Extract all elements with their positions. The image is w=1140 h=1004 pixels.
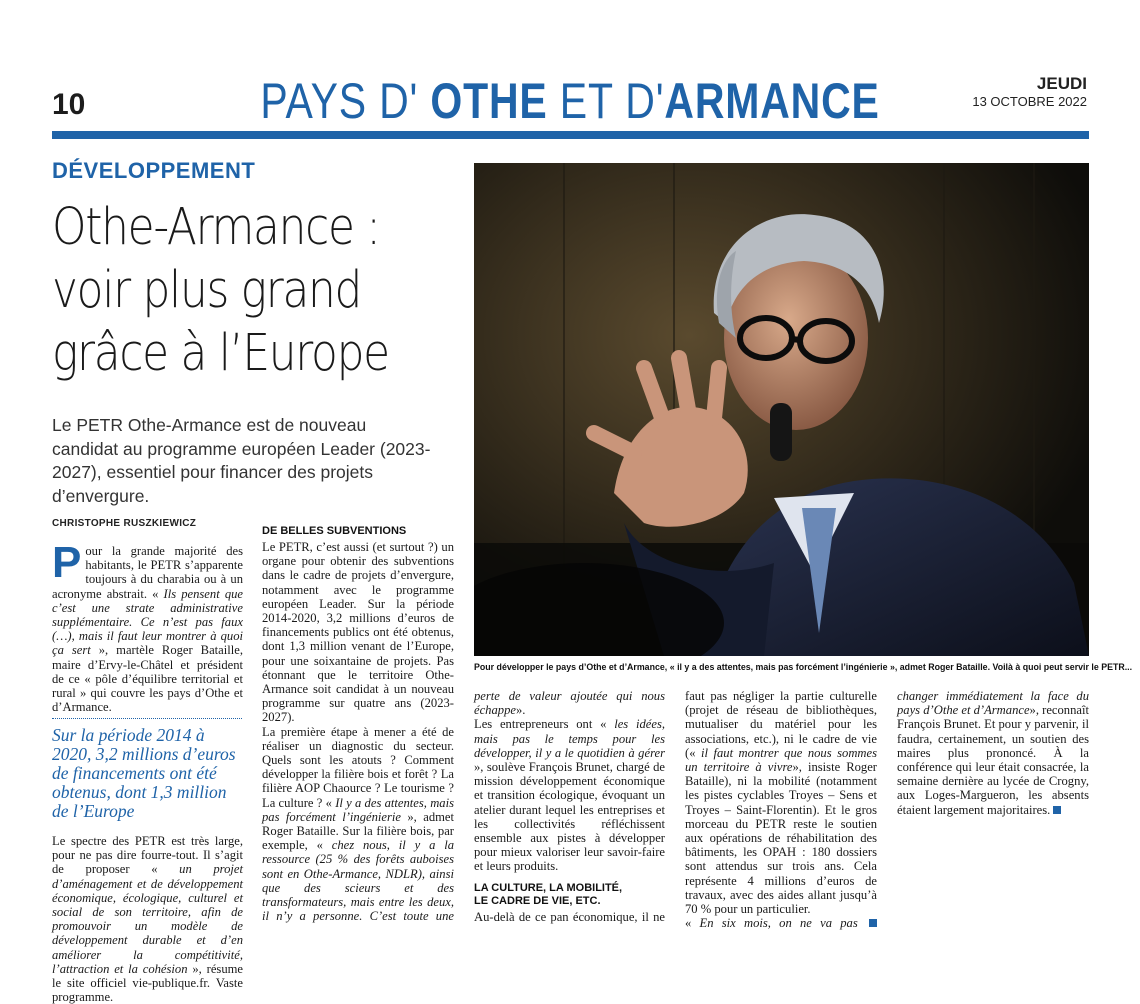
- drop-cap: P: [52, 538, 82, 587]
- p1-text-c: », martèle Roger Bataille, maire d’Ervy-le-Châtel et président de ce « pôle d’équilibre territorial et rural » qui couvre les pays d’Othe et d’Armance.: [52, 643, 243, 715]
- paragraph-2: [52, 834, 243, 1004]
- end-mark: [1053, 806, 1061, 814]
- subhead-culture-line-1: LA CULTURE, LA MOBILITÉ,: [474, 881, 623, 894]
- paragraph-6: [474, 910, 665, 924]
- p7-quote: changer immédiatement la face du pays d’Othe et d’Armance: [897, 689, 1089, 718]
- p2-text-a: Le spectre des PETR est très large, pour ne pas dire fourre-tout. Il s’agit de proposer «: [52, 834, 243, 877]
- p5-text-c: », soulève François Brunet, chargé de mission développement économique et transition écologique, évoquant un atelier durant lequel les entreprises et les collectivités réfléchissent ensemble aux pistes à développer pour mieux valoriser leur savoir-faire et leurs produits.: [474, 760, 665, 874]
- p6-text-c: », insiste Roger Bataille), ni la mobilité (notamment les pistes cyclables Troyes – Sens et Troyes – Saint-Florentin). Et le gros morceau du PETR reste le soutien aux opérations de réhabilitation des bâtiments, les OPAH : 180 dossiers sont attendus sur trois ans. Cela représente 4 millions d’euros de travaux, avec des aides allant jusqu’à 70 % pour un particulier.: [685, 760, 877, 917]
- headline-line-2: voir plus grand: [52, 261, 362, 320]
- masthead-part4: ARMANCE: [664, 73, 880, 129]
- p4-quote-2: perte de valeur ajoutée qui nous échappe: [474, 689, 665, 718]
- section-label: DÉVELOPPEMENT: [52, 158, 256, 183]
- column-3: [474, 689, 665, 924]
- paragraph-3: Le PETR, c’est aussi (et surtout ?) un organe pour obtenir des subventions dans le cadre de projets d’envergure, notamment avec le programme européen Leader. Sur la période 2014-2020, 3,2 millions d’euros de financements publics ont été obtenus, dont 1,3 million venant de l’Europe, pour une soixantaine de projets. Pas étonnant que le territoire Othe-Armance soit candidat à un nouveau programme sur quatre ans (2023-2027).: [262, 540, 454, 725]
- column-1-bottom: [52, 834, 243, 1004]
- subhead-culture-line-2: LE CADRE DE VIE, ETC.: [474, 894, 601, 907]
- date-day: JEUDI: [1036, 74, 1087, 93]
- p6-quote: il faut montrer que nous sommes un territoire à vivre: [685, 745, 877, 775]
- subhead-subventions: DE BELLES SUBVENTIONS: [262, 525, 407, 537]
- p2-quote: un projet d’aménagement et de développement économique, écologique, culturel et social de son territoire, afin de promouvoir un modèle de développement durable et d’en améliorer la compétitivité, l’attraction et la cohésion: [52, 862, 243, 976]
- paragraph-1: [52, 538, 243, 715]
- p6-text-a: Au-delà de ce pan économique, il ne: [474, 909, 665, 924]
- portrait-illustration: [474, 163, 1089, 656]
- p4-quote-2: chez nous, il y a la ressource (25 % des forêts auboises sont en Othe-Armance, NDLR), ainsi que des scieurs et des transformateurs, mais entre les deux, il n’y a personne. C’est toute une: [262, 838, 454, 924]
- column-5: [897, 689, 1089, 817]
- p4-text-a: La première étape à mener a été de réaliser un diagnostic du secteur. Quels sont les atouts ? Comment développer la filière bois et forêt ? La filière AOP Chaource ? Le tourisme ? La culture ? «: [262, 724, 454, 810]
- p6-text-a: faut pas négliger la partie culturelle (projet de réseau de bibliothèques, mutualiser du matériel pour les associations, etc.), ni le cadre de vie («: [685, 689, 877, 760]
- headline-line-1: Othe-Armance :: [52, 198, 380, 257]
- subhead-culture: [474, 882, 665, 908]
- column-4: [685, 689, 877, 930]
- masthead-part1: PAYS D': [260, 73, 431, 129]
- masthead-part3: ET D': [547, 73, 665, 129]
- header-rule: [52, 131, 1089, 139]
- p2-text-c: », résume le site officiel vie-publique.fr. Vaste programme.: [52, 961, 244, 1004]
- masthead-part2: OTHE: [430, 73, 548, 129]
- masthead: [103, 72, 1038, 130]
- p1-text-a: our la grande majorité des habitants, le PETR s’apparente toujours à du charabia ou à un acronyme abstrait. «: [52, 544, 243, 601]
- date-full: 13 OCTOBRE 2022: [972, 94, 1087, 109]
- paragraph-4: [262, 725, 454, 924]
- p5-quote: les idées, mais pas le temps pour les développer, il y a le quotidien à gérer: [474, 717, 665, 760]
- p4-text-e: ».: [515, 703, 526, 718]
- article-photo: [474, 163, 1089, 656]
- paragraph-7: [897, 689, 1089, 817]
- end-mark: [869, 919, 877, 927]
- pullquote-rule: [52, 718, 242, 719]
- byline: CHRISTOPHE RUSZKIEWICZ: [52, 518, 197, 529]
- column-2: [262, 517, 454, 923]
- standfirst: Le PETR Othe-Armance est de nouveau candidat au programme européen Leader (2023-2027), essentiel pour financer des projets d’envergure.: [52, 415, 431, 506]
- headline-line-3: grâce à l’Europe: [52, 324, 389, 383]
- p4-text-c: », admet Roger Bataille. Sur la filière bois, par exemple, «: [262, 809, 455, 853]
- p1-quote: Ils pensent que c’est une strate administrative supplémentaire. Ce n’est pas faux (…), mais il faut leur montrer à quoi ça sert: [52, 586, 243, 658]
- p7-text-c: », reconnaît François Brunet. Et pour y parvenir, il faudra, certainement, un soutien des maires plus prononcé. À la conférence qui leur était consacrée, la semaine dernière au lycée de Crogny, aux Loges-Margueron, les absents étaient largement majoritaires.: [897, 703, 1089, 817]
- paragraph-7: [685, 916, 877, 930]
- headline: [52, 196, 405, 385]
- paragraph-6: [685, 689, 877, 916]
- paragraph-5: [474, 717, 665, 873]
- p4-quote-1: Il y a des attentes, mais pas forcément l’ingénierie: [262, 795, 454, 824]
- photo-caption: Pour développer le pays d’Othe et d’Armance, « il y a des attentes, mais pas forcément l’ingénierie », admet Roger Bataille. Voilà à quoi peut servir le PETR...: [474, 662, 1133, 673]
- column-1-top: [52, 538, 243, 715]
- page-number: 10: [52, 88, 86, 121]
- p5-text-a: Les entrepreneurs ont «: [474, 717, 615, 732]
- pullquote: Sur la période 2014 à 2020, 3,2 millions d’euros de financements ont été obtenus, dont 1,3 million de l’Europe: [52, 725, 236, 821]
- p7-quote: En six mois, on ne va pas: [699, 916, 866, 931]
- paragraph-4: [474, 689, 665, 717]
- p7-text-a: «: [685, 916, 700, 931]
